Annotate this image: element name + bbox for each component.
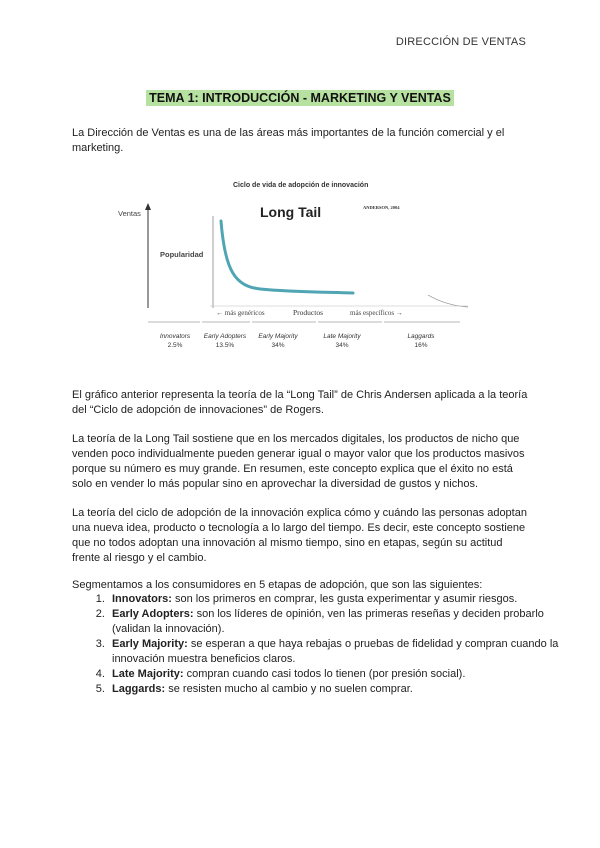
y-axis-label: Ventas: [118, 209, 141, 218]
list-item: [108, 637, 566, 667]
products-generic-label: ← más genéricos: [216, 309, 265, 317]
popularity-label: Popularidad: [160, 250, 204, 259]
list-item: [108, 667, 566, 682]
list-text: son los primeros en comprar, les gusta experimentar y asumir riesgos.: [171, 593, 518, 605]
list-term: Early Adopters:: [112, 608, 194, 620]
segment-name: Late Majority: [323, 333, 361, 340]
list-item: [108, 682, 566, 697]
segment-name: Innovators: [159, 333, 191, 340]
products-specific-label: más específicos →: [350, 309, 403, 317]
list-text: son los líderes de opinión, ven las primeras reseñas y deciden probarlo (validan la innovación).: [112, 608, 544, 635]
list-item: [108, 607, 566, 637]
segment-pct: 13.5%: [215, 342, 235, 349]
tail-extension-line: [428, 295, 468, 307]
segment-name: Early Majority: [258, 333, 298, 340]
segment-pct: 2.5%: [167, 342, 183, 349]
list-term: Innovators:: [112, 593, 172, 605]
list-text: compran cuando casi todos lo tienen (por presión social).: [183, 668, 466, 680]
adoption-stages-list: [72, 592, 566, 697]
long-tail-label: Long Tail: [260, 204, 322, 220]
page-header: DIRECCIÓN DE VENTAS: [395, 36, 526, 48]
figure-credit: ANDERSON, 2004: [363, 205, 400, 210]
list-term: Early Majority:: [112, 638, 188, 650]
paragraph-long-tail-intro: El gráfico anterior representa la teoría de la “Long Tail” de Chris Andersen aplicada a la teoría del “Ciclo de adopción de innovaciones” de Rogers.: [72, 389, 528, 416]
title-wrap: [0, 89, 600, 107]
list-item: [108, 592, 566, 607]
list-term: Late Majority:: [112, 668, 184, 680]
y-axis-arrow-icon: [145, 203, 151, 210]
figure-caption: Ciclo de vida de adopción de innovación: [233, 182, 369, 189]
products-label: Productos: [293, 308, 323, 317]
list-term: Laggards:: [112, 683, 166, 695]
paragraph-segments-intro: Segmentamos a los consumidores en 5 etapas de adopción, que son las siguientes:: [72, 579, 483, 591]
paragraph-adoption-cycle: La teoría del ciclo de adopción de la innovación explica cómo y cuándo las personas adoptan una nueva idea, producto o tecnología a lo largo del tiempo. Es decir, este concepto sostiene que no todos adoptan una innovación al mismo tiempo, sino en etapas, según su actitud frente al riesgo y el cambio.: [72, 507, 527, 564]
list-text: se esperan a que haya rebajas o pruebas de fidelidad y compran cuando la innovación muestra beneficios claros.: [112, 638, 559, 665]
segment-name: Early Adopters: [203, 333, 247, 340]
long-tail-curve: [221, 221, 353, 293]
intro-paragraph: La Dirección de Ventas es una de las áreas más importantes de la función comercial y el marketing.: [72, 127, 505, 154]
page-title: TEMA 1: INTRODUCCIÓN - MARKETING Y VENTAS: [146, 90, 454, 106]
segment-pct: 34%: [271, 342, 285, 349]
segment-pct: 16%: [414, 342, 428, 349]
list-text: se resisten mucho al cambio y no suelen comprar.: [165, 683, 413, 695]
segment-pct: 34%: [335, 342, 349, 349]
paragraph-long-tail-theory: La teoría de la Long Tail sostiene que en los mercados digitales, los productos de nicho que venden poco individualmente pueden generar igual o mayor valor que los productos masivos porque su número es muy grande. En resumen, este concepto explica que el éxito no está solo en vender lo más popular sino en aprovechar la diversidad de gustos y nichos.: [72, 433, 525, 490]
segment-name: Laggards: [407, 333, 435, 340]
long-tail-figure: [110, 176, 470, 354]
